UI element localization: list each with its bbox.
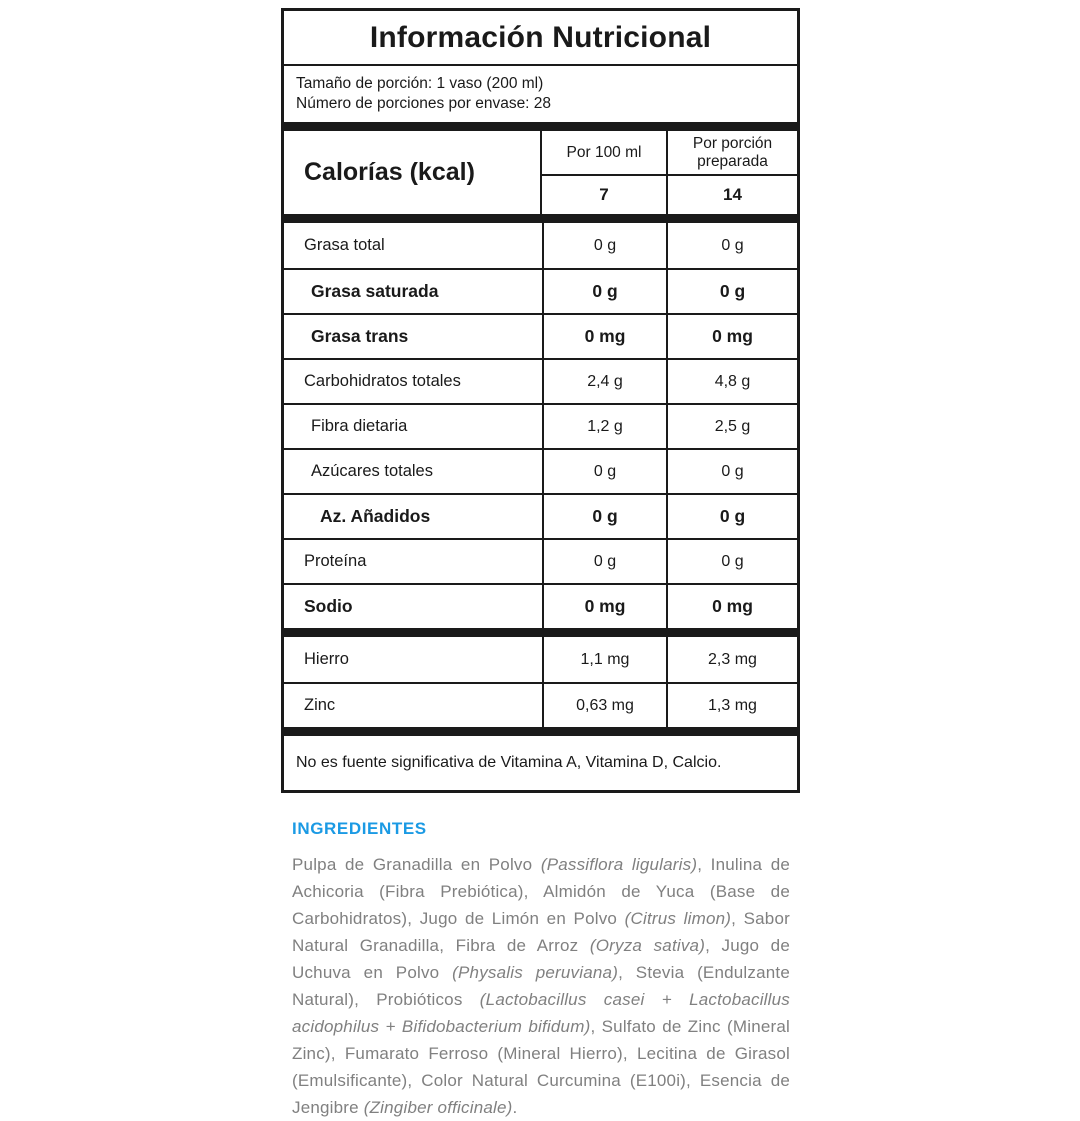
nutrient-value-100ml: 0 g xyxy=(542,540,666,583)
nutrient-label: Fibra dietaria xyxy=(311,417,408,435)
calories-value-portion: 14 xyxy=(723,185,742,204)
table-row xyxy=(284,583,797,628)
column-per-portion xyxy=(666,131,797,214)
nutrient-value-portion: 0 mg xyxy=(666,315,797,358)
ingredient-segment: . xyxy=(512,1098,518,1117)
thick-divider xyxy=(284,122,797,131)
calories-value-100ml: 7 xyxy=(599,185,609,204)
table-row xyxy=(284,223,797,268)
footnote: No es fuente significativa de Vitamina A, Vitamina D, Calcio. xyxy=(296,754,722,771)
table-row xyxy=(284,313,797,358)
table-row xyxy=(284,493,797,538)
table-row xyxy=(284,403,797,448)
calories-section xyxy=(284,131,797,214)
table-row xyxy=(284,268,797,313)
thick-divider xyxy=(284,628,797,637)
ingredient-segment: , Sulfato de Zinc (Mineral Zinc), Fumarato Ferroso (Mineral Hierro), Lecitina de Girasol (Emulsificante), Color Natural Curcumina (E100i), Esencia de Jengibre xyxy=(292,1017,790,1117)
ingredient-segment: Pulpa de Granadilla en Polvo xyxy=(292,855,541,874)
table-row xyxy=(284,682,797,727)
ingredient-latin-name: (Lactobacillus casei + Lactobacillus acidophilus + Bifidobacterium bifidum) xyxy=(292,990,790,1036)
ingredient-latin-name: (Physalis peruviana) xyxy=(452,963,619,982)
table-row xyxy=(284,637,797,682)
nutrient-rows xyxy=(284,223,797,628)
ingredient-segment: , Stevia (Endulzante Natural), Probióticos xyxy=(292,963,790,1009)
ingredients-heading: INGREDIENTES xyxy=(292,819,427,838)
serving-size-line: Tamaño de porción: 1 vaso (200 ml) xyxy=(296,75,544,92)
nutrient-value-portion: 2,5 g xyxy=(666,405,797,448)
ingredient-segment: , Jugo de Uchuva en Polvo xyxy=(292,936,790,982)
nutrient-value-portion: 4,8 g xyxy=(666,360,797,403)
column-per-100ml xyxy=(542,131,666,214)
mineral-value-portion: 1,3 mg xyxy=(666,684,797,727)
nutrient-value-100ml: 0 g xyxy=(542,450,666,493)
ingredient-latin-name: (Citrus limon) xyxy=(624,909,732,928)
nutrient-value-100ml: 0 g xyxy=(542,270,666,313)
ingredient-segment: , Sabor Natural Granadilla, Fibra de Arroz xyxy=(292,909,790,955)
ingredient-segment: , Inulina de Achicoria (Fibra Prebiótica), Almidón de Yuca (Base de Carbohidratos), Jugo de Limón en Polvo xyxy=(292,855,791,928)
table-row xyxy=(284,448,797,493)
nutrient-value-100ml: 0 g xyxy=(542,495,666,538)
thick-divider xyxy=(284,727,797,736)
servings-per-container-line: Número de porciones por envase: 28 xyxy=(296,95,552,112)
thick-divider xyxy=(284,214,797,223)
serving-info xyxy=(284,66,797,122)
table-row xyxy=(284,358,797,403)
nutrient-value-portion: 0 g xyxy=(666,223,797,268)
nutrient-label: Grasa total xyxy=(304,236,385,254)
nutrient-value-portion: 0 g xyxy=(666,450,797,493)
table-row xyxy=(284,538,797,583)
nutrient-label: Carbohidratos totales xyxy=(304,372,461,390)
nutrient-value-portion: 0 g xyxy=(666,495,797,538)
ingredient-latin-name: (Zingiber officinale) xyxy=(363,1098,513,1117)
mineral-value-100ml: 1,1 mg xyxy=(542,637,666,682)
mineral-rows xyxy=(284,637,797,727)
ingredients-section xyxy=(292,819,790,1121)
mineral-value-portion: 2,3 mg xyxy=(666,637,797,682)
nutrient-label: Grasa trans xyxy=(311,326,409,346)
nutrition-facts-table xyxy=(281,8,800,793)
mineral-value-100ml: 0,63 mg xyxy=(542,684,666,727)
ingredient-latin-name: (Oryza sativa) xyxy=(589,936,706,955)
nutrient-label: Grasa saturada xyxy=(311,281,439,301)
nutrient-label: Sodio xyxy=(304,596,353,616)
nutrient-label: Azúcares totales xyxy=(311,462,433,480)
calories-columns xyxy=(542,131,797,214)
nutrient-value-100ml: 0 mg xyxy=(542,315,666,358)
ingredient-latin-name: (Passiflora ligularis) xyxy=(540,855,698,874)
nutrient-value-portion: 0 g xyxy=(666,270,797,313)
nutrient-value-100ml: 2,4 g xyxy=(542,360,666,403)
nutrition-table-title: Información Nutricional xyxy=(284,11,797,66)
column-header-portion: Por porción preparada xyxy=(668,131,797,176)
nutrient-value-100ml: 0 mg xyxy=(542,585,666,628)
mineral-label: Hierro xyxy=(304,650,349,668)
calories-label: Calorías (kcal) xyxy=(284,131,542,214)
nutrient-value-100ml: 1,2 g xyxy=(542,405,666,448)
nutrient-value-portion: 0 g xyxy=(666,540,797,583)
nutrient-label: Az. Añadidos xyxy=(320,506,431,526)
nutrient-label: Proteína xyxy=(304,552,367,570)
column-header-100ml: Por 100 ml xyxy=(542,131,666,176)
nutrient-value-100ml: 0 g xyxy=(542,223,666,268)
nutrient-value-portion: 0 mg xyxy=(666,585,797,628)
mineral-label: Zinc xyxy=(304,696,336,714)
ingredients-paragraph xyxy=(292,851,790,1121)
